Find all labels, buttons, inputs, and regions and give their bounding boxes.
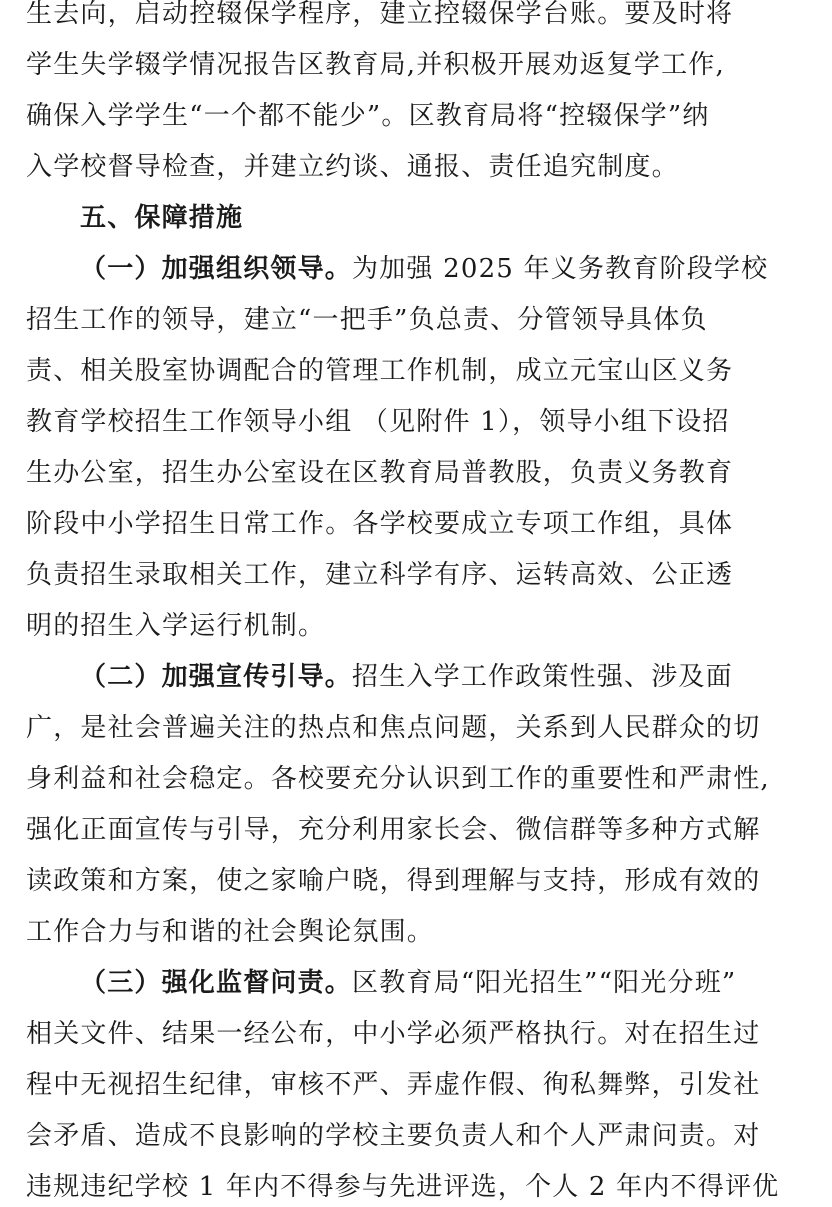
- paragraph-first-line: [80, 657, 733, 697]
- text-line: 责、相关股室协调配合的管理工作机制，成立元宝山区义务: [26, 356, 734, 386]
- paragraph-text: 为加强 2025 年义务教育阶段学校: [352, 254, 769, 284]
- text-line: 生办公室，招生办公室设在区教育局普教股，负责义务教育: [26, 458, 734, 488]
- paragraph-text: 招生入学工作政策性强、涉及面: [352, 662, 733, 692]
- text-line: 阶段中小学招生日常工作。各学校要成立专项工作组，具体: [26, 509, 734, 539]
- text-line: 负责招生录取相关工作，建立科学有序、运转高效、公正透: [26, 560, 734, 590]
- paragraph-first-line: [80, 963, 736, 1003]
- text-line: 明的招生入学运行机制。: [26, 611, 326, 641]
- text-line: 工作合力与和谐的社会舆论氛围。: [26, 917, 435, 947]
- text-line: 学生失学辍学情况报告区教育局,并积极开展劝返复学工作,: [26, 50, 725, 80]
- paragraph-title: （三）强化监督问责。: [80, 968, 353, 998]
- text-line: 招生工作的领导，建立“一把手”负总责、分管领导具体负: [26, 305, 708, 335]
- section-heading: 五、保障措施: [80, 203, 244, 233]
- paragraph-text: 区教育局“阳光招生”“阳光分班”: [352, 968, 737, 998]
- text-line: 相关文件、结果一经公布，中小学必须严格执行。对在招生过: [26, 1019, 761, 1049]
- text-line: 生去向，启动控辍保学程序，建立控辍保学台账。要及时将: [26, 0, 734, 29]
- text-line: 程中无视招生纪律，审核不严、弄虚作假、徇私舞弊，引发社: [26, 1070, 761, 1100]
- text-line: 广，是社会普遍关注的热点和焦点问题，关系到人民群众的切: [26, 713, 761, 743]
- text-line: 会矛盾、造成不良影响的学校主要负责人和个人严肃问责。对: [26, 1121, 761, 1151]
- text-line: 教育学校招生工作领导小组 （见附件 1），领导小组下设招: [26, 407, 730, 437]
- paragraph-title: （一）加强组织领导。: [80, 254, 353, 284]
- text-line: 读政策和方案，使之家喻户晓，得到理解与支持，形成有效的: [26, 866, 761, 896]
- text-line: 确保入学学生“一个都不能少”。区教育局将“控辍保学”纳: [26, 101, 710, 131]
- paragraph-title: （二）加强宣传引导。: [80, 662, 353, 692]
- text-line: 身利益和社会稳定。各校要充分认识到工作的重要性和严肃性,: [26, 764, 770, 794]
- text-line: 强化正面宣传与引导，充分利用家长会、微信群等多种方式解: [26, 815, 761, 845]
- text-line: 入学校督导检查，并建立约谈、通报、责任追究制度。: [26, 152, 679, 182]
- paragraph-first-line: [80, 249, 768, 289]
- text-line: 违规违纪学校 1 年内不得参与先进评选，个人 2 年内不得评优: [26, 1172, 780, 1202]
